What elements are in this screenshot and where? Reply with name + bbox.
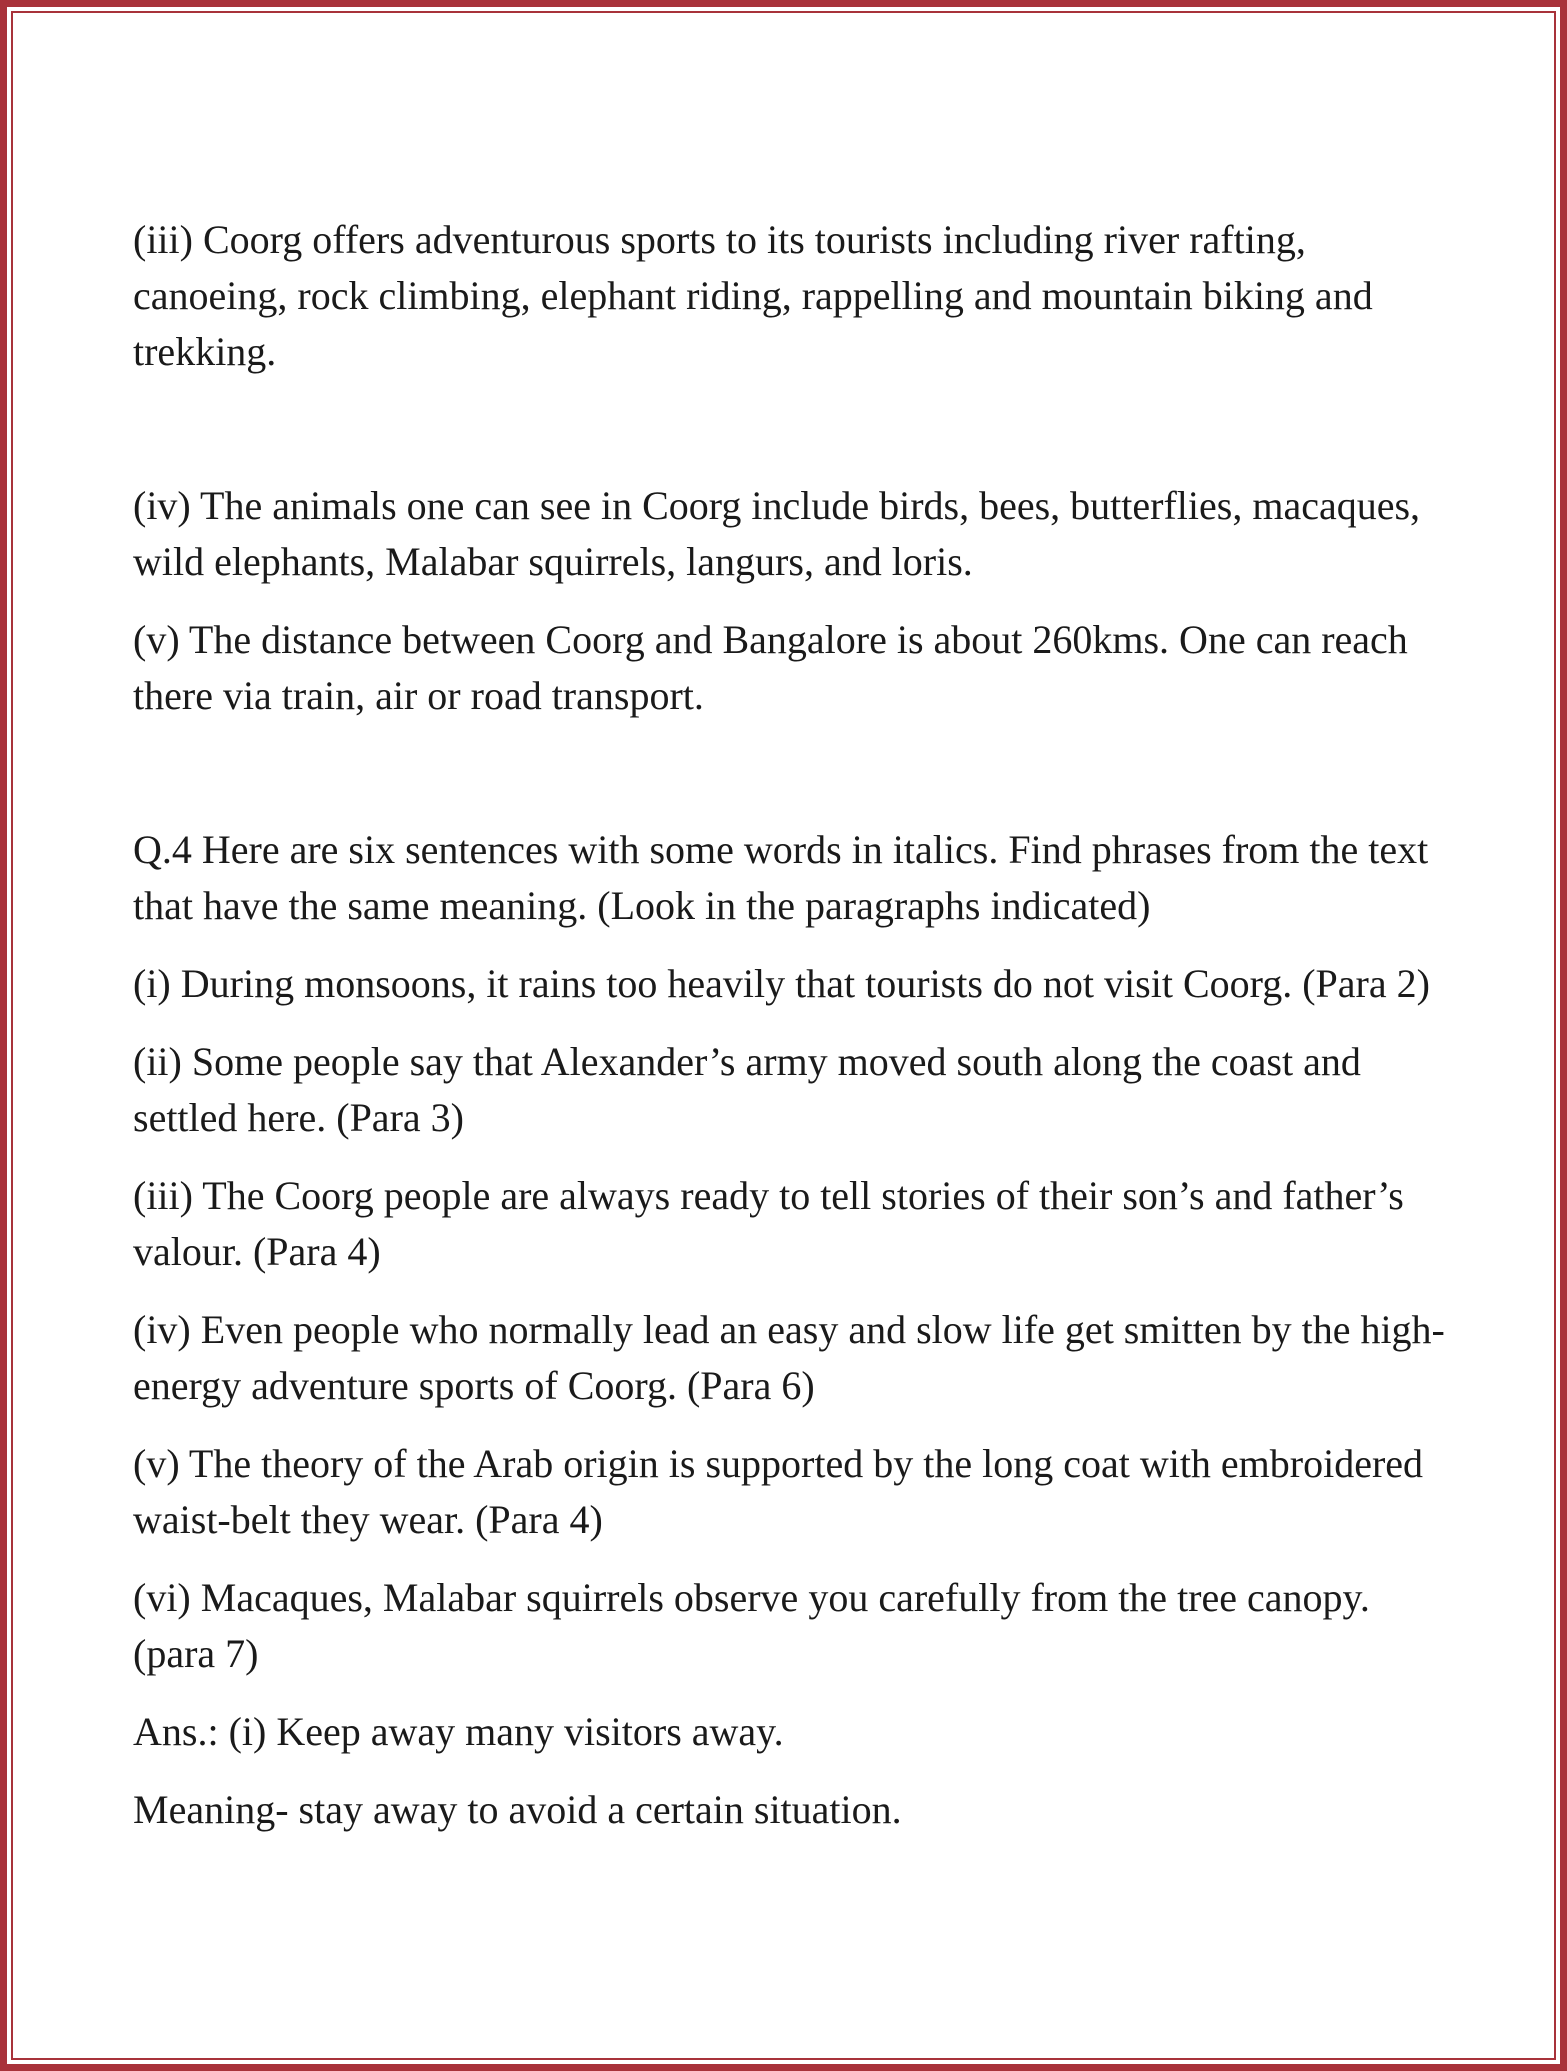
answer-meaning: Meaning- stay away to avoid a certain situation. [133,1787,902,1832]
q4-sentence-i: (i) During monsoons, it rains too heavily that tourists do not visit Coorg. (Para 2) [133,961,1430,1006]
answer-iv-animals: (iv) The animals one can see in Coorg include birds, bees, butterflies, macaques, wild elephants, Malabar squirrels, langurs, and loris. [133,483,1421,584]
q4-sentence-ii: (ii) Some people say that Alexander’s army moved south along the coast and settled here. (Para 3) [133,1039,1361,1140]
answer-v-distance: (v) The distance between Coorg and Bangalore is about 260kms. One can reach there via train, air or road transport. [133,617,1408,718]
answer-iii-adventure-sports: (iii) Coorg offers adventurous sports to its tourists including river rafting, canoeing, rock climbing, elephant riding, rappelling and mountain biking and trekking. [133,217,1373,374]
q4-sentence-iv: (iv) Even people who normally lead an easy and slow life get smitten by the high-energy adventure sports of Coorg. (Para 6) [133,1307,1445,1408]
answer-label: Ans.: (i) Keep away many visitors away. [133,1709,784,1754]
document-body [133,212,1453,1838]
q4-sentence-v: (v) The theory of the Arab origin is supported by the long coat with embroidered waist-belt they wear. (Para 4) [133,1441,1424,1542]
question-4-heading: Q.4 Here are six sentences with some words in italics. Find phrases from the text that have the same meaning. (Look in the paragraphs indicated) [133,827,1429,928]
q4-sentence-iii: (iii) The Coorg people are always ready to tell stories of their son’s and father’s valour. (Para 4) [133,1173,1404,1274]
q4-sentence-vi: (vi) Macaques, Malabar squirrels observe you carefully from the tree canopy. (para 7) [133,1575,1370,1676]
